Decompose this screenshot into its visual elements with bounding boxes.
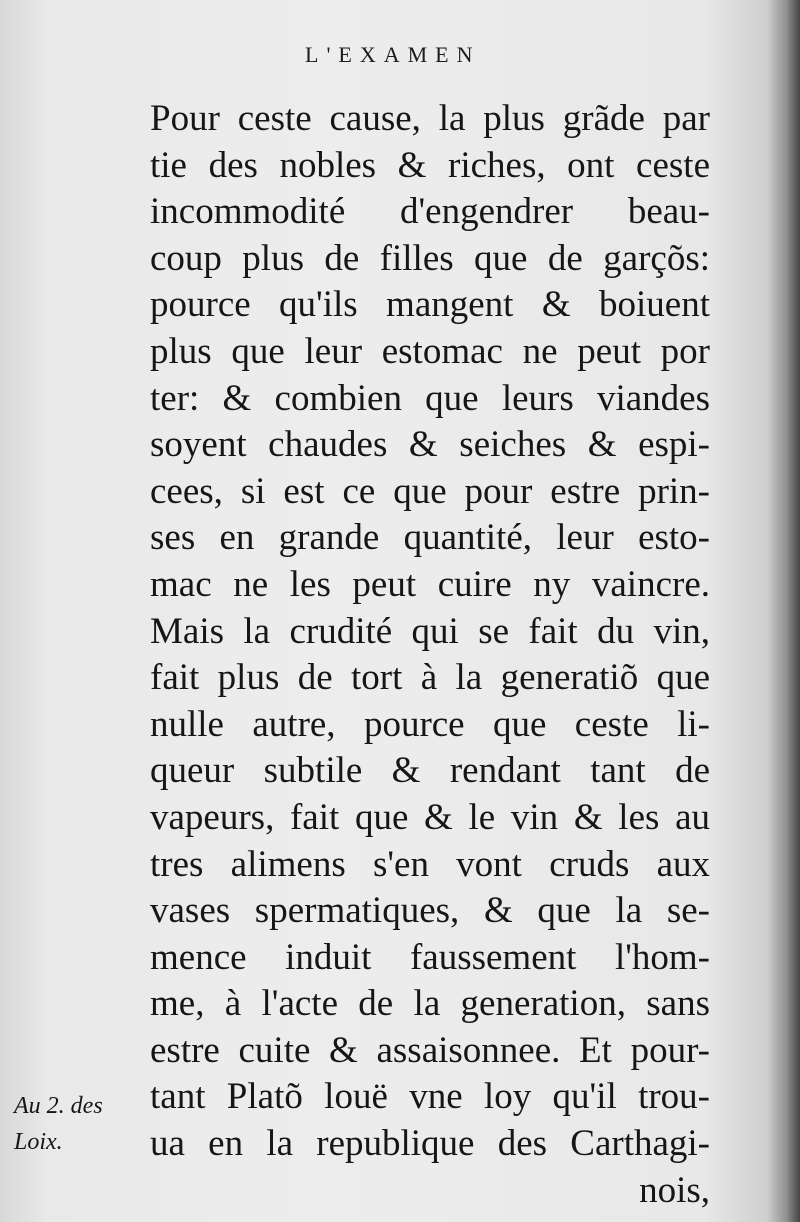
body-text [150,96,710,1214]
text-line: cees, si est ce que pour estre prin- [150,470,710,512]
text-line: coup plus de filles que de garçõs: [150,237,710,279]
text-line: nulle autre, pource que ceste li- [150,703,710,745]
text-line: vapeurs, fait que & le vin & les au [150,796,710,838]
text-line: fait plus de tort à la generatiõ que [150,657,710,699]
text-line: pource qu'ils mangent & boiuent [150,284,710,326]
text-line: mence induit faussement l'hom- [150,936,710,978]
text-line: ses en grande quantité, leur esto- [150,517,710,559]
text-line: incommodité d'engendrer beau- [150,191,710,233]
text-line: estre cuite & assaisonnee. Et pour- [150,1029,710,1071]
text-line: ua en la republique des Carthagi- [150,1123,710,1165]
text-line: Mais la crudité qui se fait du vin, [150,610,710,652]
text-line: vases spermatiques, & que la se- [150,890,710,932]
text-line: ter: & combien que leurs viandes [150,377,710,419]
text-line: me, à l'acte de la generation, sans [150,983,710,1025]
text-line: tres alimens s'en vont cruds aux [150,843,710,885]
margin-note-line: Loix. [14,1129,63,1155]
text-line: mac ne les peut cuire ny vaincre. [150,563,710,605]
text-line: Pour ceste cause, la plus grãde par [150,98,710,139]
text-line: tie des nobles & riches, ont ceste [150,144,710,186]
text-line: soyent chaudes & seiches & espi- [150,424,710,466]
text-line: tant Platõ louë vne loy qu'il trou- [150,1076,710,1118]
margin-note-line: Au 2. des [14,1093,103,1119]
running-head: L'EXAMEN [305,42,481,67]
text-line: queur subtile & rendant tant de [150,750,710,792]
margin-note [14,1088,154,1160]
catchword-line: nois, [639,1169,710,1211]
text-line: plus que leur estomac ne peut por [150,330,710,372]
page-gutter-shadow [766,0,800,1222]
